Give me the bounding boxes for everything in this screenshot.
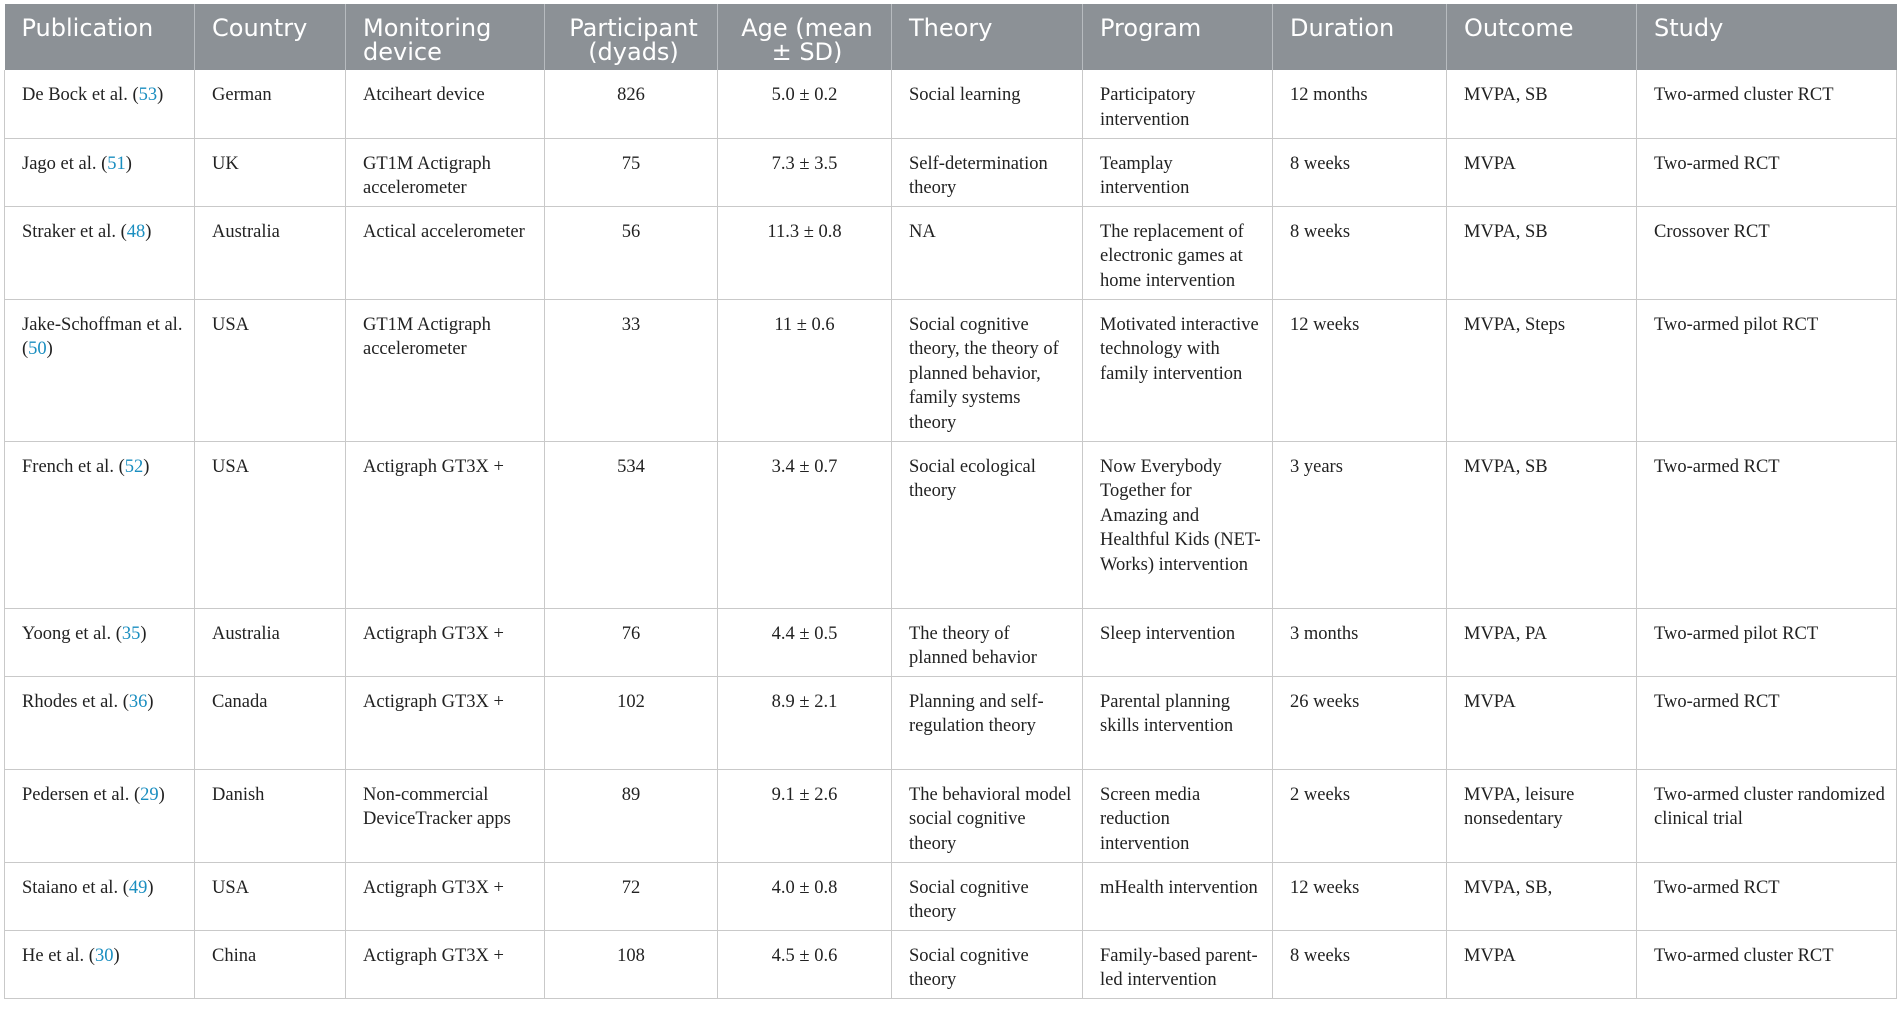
- cell-age: 11 ± 0.6: [718, 299, 892, 441]
- cell-monitoring-device: Actical accelerometer: [346, 206, 545, 299]
- author-name: Rhodes et al.: [22, 691, 119, 712]
- table-row: [5, 676, 1897, 769]
- cell-study: Two-armed RCT: [1637, 138, 1897, 206]
- cell-publication: Jake-Schoffman et al. (50): [5, 299, 195, 441]
- cell-duration: 3 months: [1273, 608, 1447, 676]
- cell-country: Canada: [195, 676, 346, 769]
- cell-publication: Straker et al. (48): [5, 206, 195, 299]
- cell-theory: Social cognitive theory, the theory of planned behavior, family systems theory: [892, 299, 1083, 441]
- cell-age: 8.9 ± 2.1: [718, 676, 892, 769]
- cell-country: USA: [195, 862, 346, 930]
- cell-publication: Pedersen et al. (29): [5, 769, 195, 862]
- cell-age: 3.4 ± 0.7: [718, 441, 892, 608]
- cell-outcome: MVPA, PA: [1447, 608, 1637, 676]
- cell-duration: 2 weeks: [1273, 769, 1447, 862]
- reference-link[interactable]: 48: [126, 221, 146, 242]
- cell-outcome: MVPA, SB,: [1447, 862, 1637, 930]
- cell-outcome: MVPA, SB: [1447, 206, 1637, 299]
- cell-program: Family-based parent-led intervention: [1083, 930, 1273, 998]
- table-row: [5, 138, 1897, 206]
- table-row: [5, 206, 1897, 299]
- cell-publication: Yoong et al. (35): [5, 608, 195, 676]
- cell-outcome: MVPA, leisure nonsedentary: [1447, 769, 1637, 862]
- cell-monitoring-device: Actigraph GT3X +: [346, 862, 545, 930]
- header-study: Study: [1637, 4, 1897, 70]
- cell-publication: Staiano et al. (49): [5, 862, 195, 930]
- cell-program: Motivated interactive technology with family intervention: [1083, 299, 1273, 441]
- author-name: Pedersen et al.: [22, 784, 130, 805]
- cell-program: Participatory intervention: [1083, 70, 1273, 138]
- cell-participants: 108: [545, 930, 718, 998]
- author-name: Straker et al.: [22, 221, 116, 242]
- cell-country: Danish: [195, 769, 346, 862]
- cell-monitoring-device: GT1M Actigraph accelerometer: [346, 138, 545, 206]
- header-country: Country: [195, 4, 346, 70]
- header-participant: Participant (dyads): [545, 4, 718, 70]
- cell-theory: Social learning: [892, 70, 1083, 138]
- cell-program: Screen media reduction intervention: [1083, 769, 1273, 862]
- cell-program: Teamplay intervention: [1083, 138, 1273, 206]
- cell-theory: Social cognitive theory: [892, 930, 1083, 998]
- cell-outcome: MVPA: [1447, 138, 1637, 206]
- cell-program: The replacement of electronic games at home intervention: [1083, 206, 1273, 299]
- cell-theory: The behavioral model social cognitive theory: [892, 769, 1083, 862]
- reference-link[interactable]: 50: [28, 339, 47, 359]
- cell-study: Two-armed RCT: [1637, 862, 1897, 930]
- cell-participants: 89: [545, 769, 718, 862]
- cell-age: 4.4 ± 0.5: [718, 608, 892, 676]
- cell-monitoring-device: Actigraph GT3X +: [346, 676, 545, 769]
- cell-participants: 534: [545, 441, 718, 608]
- cell-outcome: MVPA, SB: [1447, 441, 1637, 608]
- cell-theory: The theory of planned behavior: [892, 608, 1083, 676]
- header-duration: Duration: [1273, 4, 1447, 70]
- cell-study: Crossover RCT: [1637, 206, 1897, 299]
- cell-duration: 8 weeks: [1273, 138, 1447, 206]
- cell-country: Australia: [195, 206, 346, 299]
- cell-study: Two-armed RCT: [1637, 441, 1897, 608]
- cell-age: 11.3 ± 0.8: [718, 206, 892, 299]
- reference-link[interactable]: 52: [124, 456, 144, 477]
- cell-monitoring-device: Actigraph GT3X +: [346, 441, 545, 608]
- cell-participants: 56: [545, 206, 718, 299]
- cell-duration: 3 years: [1273, 441, 1447, 608]
- cell-age: 9.1 ± 2.6: [718, 769, 892, 862]
- cell-outcome: MVPA, Steps: [1447, 299, 1637, 441]
- reference-link[interactable]: 51: [107, 153, 126, 174]
- cell-monitoring-device: Actigraph GT3X +: [346, 930, 545, 998]
- table-row: [5, 930, 1897, 998]
- studies-table: [4, 4, 1897, 999]
- reference-link[interactable]: 36: [128, 691, 148, 712]
- cell-theory: NA: [892, 206, 1083, 299]
- cell-program: mHealth intervention: [1083, 862, 1273, 930]
- header-publication: Publication: [5, 4, 195, 70]
- author-name: Jago et al.: [22, 153, 97, 174]
- cell-duration: 26 weeks: [1273, 676, 1447, 769]
- cell-participants: 76: [545, 608, 718, 676]
- cell-outcome: MVPA: [1447, 930, 1637, 998]
- cell-monitoring-device: GT1M Actigraph accelerometer: [346, 299, 545, 441]
- table-row: [5, 441, 1897, 608]
- cell-participants: 102: [545, 676, 718, 769]
- author-name: De Bock et al.: [22, 85, 128, 105]
- author-name: French et al.: [22, 456, 114, 477]
- cell-study: Two-armed cluster randomized clinical trial: [1637, 769, 1897, 862]
- reference-link[interactable]: 30: [94, 945, 114, 966]
- header-outcome: Outcome: [1447, 4, 1637, 70]
- cell-country: UK: [195, 138, 346, 206]
- header-monitoring-device: Monitoring device: [346, 4, 545, 70]
- cell-study: Two-armed cluster RCT: [1637, 930, 1897, 998]
- cell-country: China: [195, 930, 346, 998]
- cell-participants: 826: [545, 70, 718, 138]
- author-name: Staiano et al.: [22, 877, 119, 898]
- cell-participants: 72: [545, 862, 718, 930]
- cell-publication: French et al. (52): [5, 441, 195, 608]
- cell-publication: He et al. (30): [5, 930, 195, 998]
- cell-age: 4.5 ± 0.6: [718, 930, 892, 998]
- header-theory: Theory: [892, 4, 1083, 70]
- cell-participants: 33: [545, 299, 718, 441]
- cell-participants: 75: [545, 138, 718, 206]
- cell-theory: Self-determination theory: [892, 138, 1083, 206]
- cell-country: USA: [195, 441, 346, 608]
- cell-theory: Social cognitive theory: [892, 862, 1083, 930]
- cell-country: German: [195, 70, 346, 138]
- cell-country: USA: [195, 299, 346, 441]
- cell-duration: 8 weeks: [1273, 206, 1447, 299]
- cell-country: Australia: [195, 608, 346, 676]
- reference-link[interactable]: 35: [121, 623, 141, 644]
- author-name: Jake-Schoffman et al.: [22, 314, 183, 335]
- cell-program: Sleep intervention: [1083, 608, 1273, 676]
- reference-link[interactable]: 49: [128, 877, 148, 898]
- cell-duration: 12 weeks: [1273, 862, 1447, 930]
- cell-outcome: MVPA, SB: [1447, 70, 1637, 138]
- cell-duration: 12 months: [1273, 70, 1447, 138]
- cell-duration: 12 weeks: [1273, 299, 1447, 441]
- cell-monitoring-device: Atciheart device: [346, 70, 545, 138]
- cell-age: 7.3 ± 3.5: [718, 138, 892, 206]
- cell-age: 5.0 ± 0.2: [718, 70, 892, 138]
- reference-link[interactable]: 53: [138, 85, 158, 105]
- table-row: [5, 769, 1897, 862]
- table-row: [5, 608, 1897, 676]
- cell-study: Two-armed cluster RCT: [1637, 70, 1897, 138]
- table-row: [5, 299, 1897, 441]
- cell-theory: Social ecological theory: [892, 441, 1083, 608]
- cell-publication: De Bock et al. (53): [5, 70, 195, 138]
- header-row: [5, 4, 1897, 70]
- cell-outcome: MVPA: [1447, 676, 1637, 769]
- cell-study: Two-armed pilot RCT: [1637, 608, 1897, 676]
- reference-link[interactable]: 29: [140, 784, 159, 805]
- cell-age: 4.0 ± 0.8: [718, 862, 892, 930]
- cell-study: Two-armed RCT: [1637, 676, 1897, 769]
- header-program: Program: [1083, 4, 1273, 70]
- cell-theory: Planning and self-regulation theory: [892, 676, 1083, 769]
- cell-program: Now Everybody Together for Amazing and Healthful Kids (NET-Works) intervention: [1083, 441, 1273, 608]
- author-name: He et al.: [22, 945, 85, 966]
- author-name: Yoong et al.: [22, 623, 112, 644]
- cell-program: Parental planning skills intervention: [1083, 676, 1273, 769]
- table-row: [5, 862, 1897, 930]
- cell-study: Two-armed pilot RCT: [1637, 299, 1897, 441]
- cell-monitoring-device: Non-commercial DeviceTracker apps: [346, 769, 545, 862]
- cell-duration: 8 weeks: [1273, 930, 1447, 998]
- cell-publication: Rhodes et al. (36): [5, 676, 195, 769]
- table-row: [5, 70, 1897, 138]
- cell-monitoring-device: Actigraph GT3X +: [346, 608, 545, 676]
- cell-publication: Jago et al. (51): [5, 138, 195, 206]
- header-age: Age (mean ± SD): [718, 4, 892, 70]
